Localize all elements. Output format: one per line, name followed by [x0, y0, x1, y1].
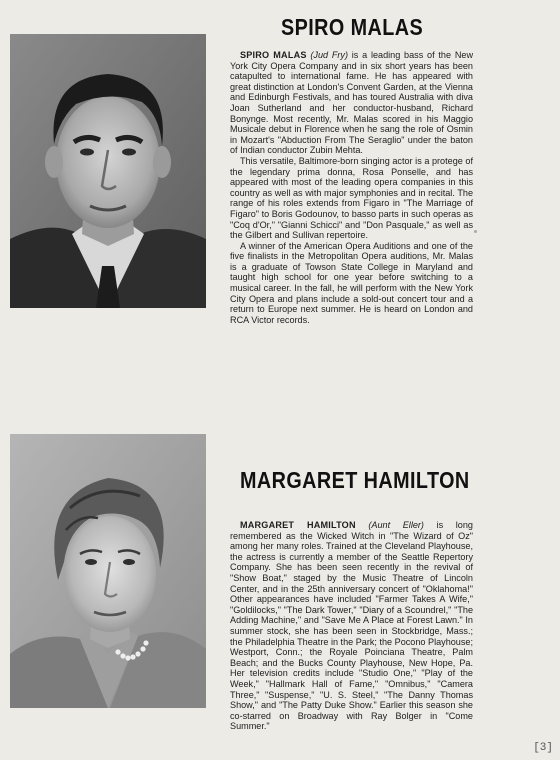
bio-paragraph: [230, 520, 473, 732]
bio-lead-name: MARGARET HAMILTON: [240, 520, 356, 530]
bio-paragraph: A winner of the American Opera Auditions and one of the five finalists in the Metropolitan Opera auditions, Mr. Malas is a graduate of Towson State College in Maryland and taught high school for one year before switching to a musical career. In the fall, he will perform with the New York City Opera and plans include a sold-out concert tour and a return to Europe next summer. He is heard on London and RCA Victor records.: [230, 240, 473, 325]
portrait-woman-image: [10, 434, 206, 708]
bio-spiro-malas: [230, 50, 473, 325]
headline-spiro-malas: SPIRO MALAS: [281, 14, 424, 40]
headline-margaret-hamilton: MARGARET HAMILTON: [240, 467, 470, 493]
bio-margaret-hamilton: [230, 520, 473, 732]
bio-paragraph: This versatile, Baltimore-born singing actor is a protege of the legendary prima donna, Rosa Ponselle, and has appeared with most of the leading opera companies in this country as well as with major symphonies and in recital. The range of his roles extends from Figaro in "The Marriage of Figaro" to Boris Godounov, to basso parts in such operas as "Coq d'Or," "Gianni Schicci" and "Don Pasquale," as well as the Gilbert and Sullivan repertoire.: [230, 155, 473, 241]
bio-paragraph: [230, 50, 473, 156]
paper-speck: [474, 230, 477, 233]
bio-paragraph-text: is a leading bass of the New York City Opera Company and in six short years has been catapulted to international fame. He has appeared with great distinction at London's Convent Garden, at the Vienna and Edinburgh Festivals, and has toured Australia with diva Joan Sutherland and her conductor-husband, Richard Bonynge. Most recently, Mr. Malas scored in his Maggio Musicale debut in Florence when he sang the role of Osmin in Mozart's "Abduction From The Seraglio" under the baton of Indian conductor Zubin Mehta.: [230, 50, 474, 156]
page-number: [3]: [533, 742, 553, 754]
portrait-photo-margaret-hamilton: [10, 434, 206, 708]
bio-role: (Aunt Eller): [368, 520, 424, 530]
bio-paragraph-text: is long remembered as the Wicked Witch in "The Wizard of Oz" among her many roles. Trained at the Cleveland Playhouse, the actress is currently a member of the Seattle Repertory Company. She has been seen recently in the revival of "Show Boat," staged by the Music Theatre of Lincoln Center, and in the 25th anniversary concert of "Oklahoma!" Other appearances have included "Farmer Takes A Wife," "Goldilocks," "The Dark Tower," "Diary of a Scoundrel," "The Adding Machine," and "Save Me A Place at Forest Lawn." In summer stock, she has been seen in Stockbridge, Mass.; the Philadelphia Theatre in the Park; the Pocono Playhouse; Westport, Conn.; the Royale Poinciana Theatre, Palm Beach; and the Bucks County Playhouse, New Hope, Pa. Her television credits include "Studio One," "Play of the Week," "Hallmark Hall of Fame," "Omnibus," "Camera Three," "Suspense," "U. S. Steel," "The Danny Thomas Show," and "The Patty Duke Show." Earlier this season she co-starred on Broadway with Ray Bolger in "Come Summer.": [230, 520, 474, 732]
portrait-man-image: [10, 34, 206, 308]
bio-role: (Jud Fry): [310, 50, 349, 60]
portrait-photo-spiro-malas: [10, 34, 206, 308]
bio-lead-name: SPIRO MALAS: [240, 50, 307, 60]
